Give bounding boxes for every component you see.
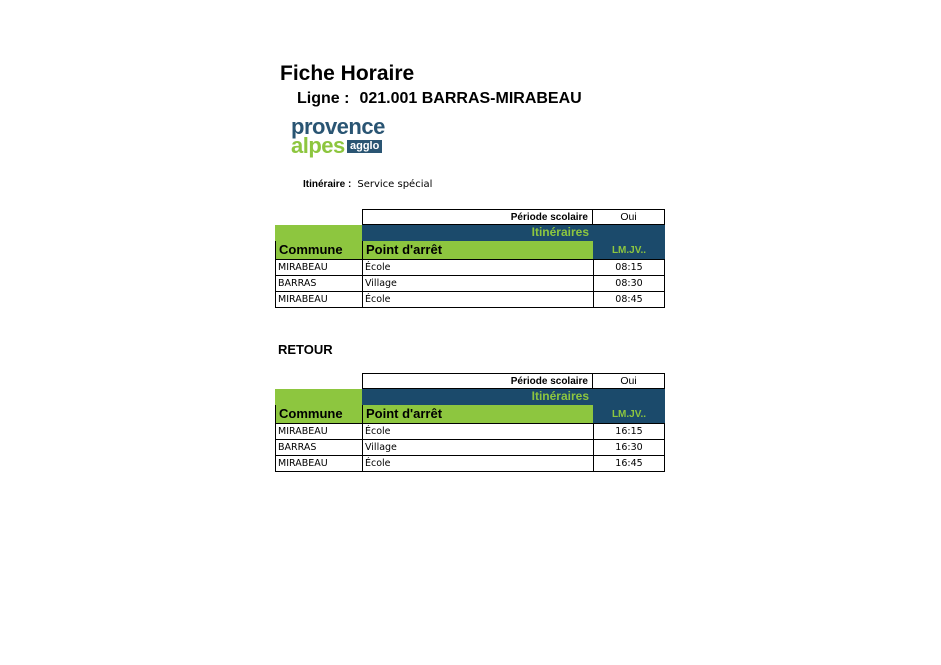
provence-alpes-agglo-logo: [291, 116, 401, 164]
ligne-line: [297, 90, 582, 108]
table-row: [275, 260, 665, 276]
commune-cell: BARRAS: [275, 440, 362, 456]
col-arret: Point d'arrêt: [362, 405, 593, 424]
arret-cell: École: [362, 424, 593, 440]
time-cell: 16:30: [593, 440, 665, 456]
arret-cell: École: [362, 260, 593, 276]
col-arret: Point d'arrêt: [362, 241, 593, 260]
logo-line-provence: provence: [291, 114, 385, 139]
itineraires-row: [275, 225, 665, 241]
periode-value: Oui: [593, 373, 665, 389]
col-commune: Commune: [275, 241, 362, 260]
time-cell: 08:15: [593, 260, 665, 276]
period-row: [275, 373, 665, 389]
time-cell: 08:45: [593, 292, 665, 308]
periode-label: Période scolaire: [362, 209, 593, 225]
table-row: [275, 456, 665, 472]
arret-cell: Village: [362, 276, 593, 292]
table-row: [275, 292, 665, 308]
periode-value: Oui: [593, 209, 665, 225]
header-row: [275, 241, 665, 260]
time-cell: 16:45: [593, 456, 665, 472]
itineraires-spacer-right: [593, 225, 665, 241]
itineraire-line: [303, 179, 432, 190]
col-days: LM.JV..: [593, 241, 665, 260]
itineraires-label: Itinéraires: [362, 389, 593, 405]
logo-line-agglo: agglo: [347, 140, 382, 153]
itineraires-row: [275, 389, 665, 405]
page-title: Fiche Horaire: [280, 62, 415, 85]
itineraire-label: Itinéraire :: [303, 179, 352, 190]
itineraires-label: Itinéraires: [362, 225, 593, 241]
itineraires-spacer: [275, 389, 362, 405]
itineraires-spacer-right: [593, 389, 665, 405]
commune-cell: MIRABEAU: [275, 260, 362, 276]
itineraires-spacer: [275, 225, 362, 241]
commune-cell: MIRABEAU: [275, 456, 362, 472]
period-row: [275, 209, 665, 225]
itineraire-value: Service spécial: [357, 179, 433, 190]
table-row: [275, 424, 665, 440]
table-row: [275, 440, 665, 456]
commune-cell: BARRAS: [275, 276, 362, 292]
ligne-value: 021.001 BARRAS-MIRABEAU: [359, 90, 582, 107]
col-commune: Commune: [275, 405, 362, 424]
commune-cell: MIRABEAU: [275, 292, 362, 308]
ligne-label: Ligne :: [297, 90, 350, 107]
arret-cell: École: [362, 292, 593, 308]
time-cell: 08:30: [593, 276, 665, 292]
logo-line-alpes: alpes: [291, 133, 345, 158]
time-cell: 16:15: [593, 424, 665, 440]
table-row: [275, 276, 665, 292]
col-days: LM.JV..: [593, 405, 665, 424]
header-row: [275, 405, 665, 424]
periode-label: Période scolaire: [362, 373, 593, 389]
arret-cell: Village: [362, 440, 593, 456]
retour-heading: RETOUR: [278, 342, 333, 357]
commune-cell: MIRABEAU: [275, 424, 362, 440]
arret-cell: École: [362, 456, 593, 472]
